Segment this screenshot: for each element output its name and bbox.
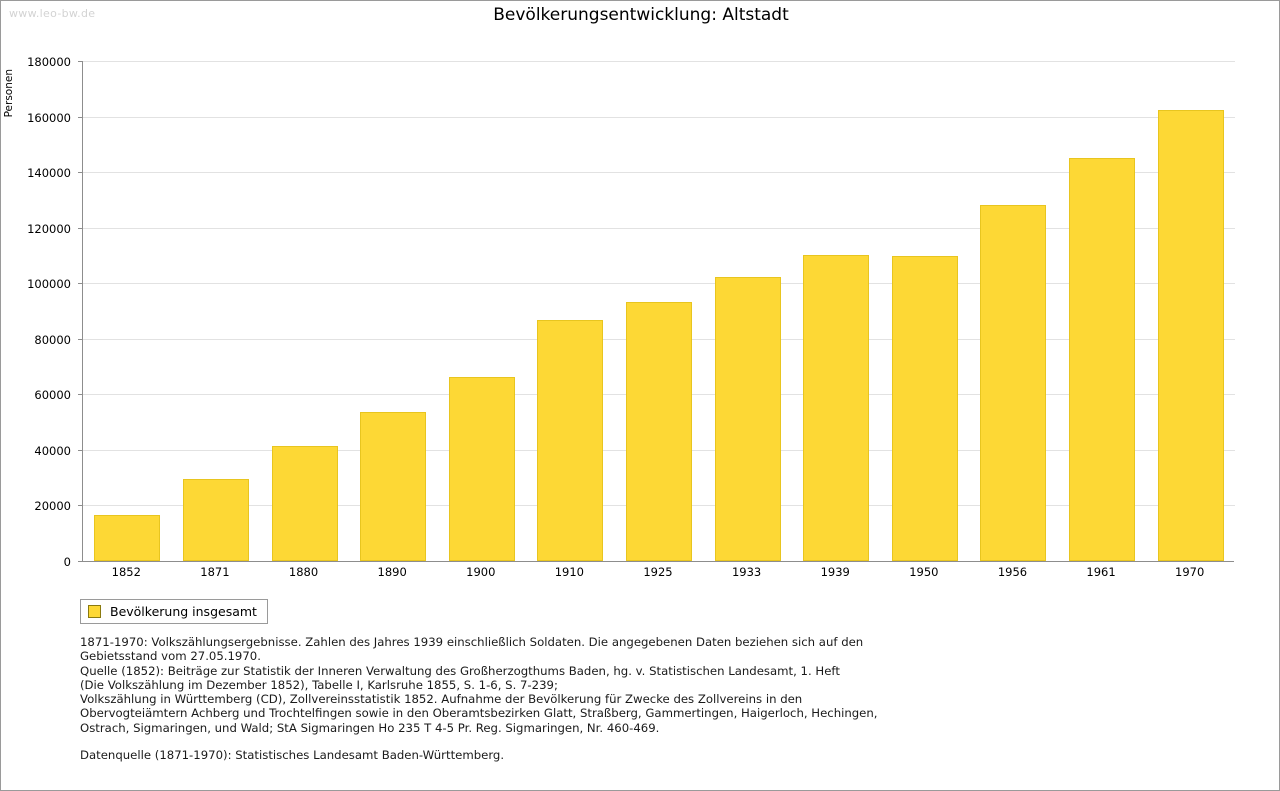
footnote-line-8: Datenquelle (1871-1970): Statistisches Landesamt Baden-Württemberg. xyxy=(80,748,505,763)
y-tick-mark xyxy=(78,117,83,118)
bar[interactable] xyxy=(626,302,692,561)
legend-swatch-icon xyxy=(88,605,101,618)
footnote-line-4: (Die Volkszählung im Dezember 1852), Tabelle I, Karlsruhe 1855, S. 1-6, S. 7-239; xyxy=(80,677,558,692)
bar[interactable] xyxy=(449,377,515,561)
bar[interactable] xyxy=(892,256,958,561)
footnote-line-5: Volkszählung in Württemberg (CD), Zollvereinsstatistik 1852. Aufnahme der Bevölkerung für Zwecke des Zollvereins in den xyxy=(80,692,803,707)
y-tick-mark xyxy=(78,228,83,229)
gridline xyxy=(83,561,1235,562)
y-tick-mark xyxy=(78,450,83,451)
bar[interactable] xyxy=(537,320,603,561)
chart-legend xyxy=(80,599,268,624)
gridline xyxy=(83,117,1235,118)
footnote-line-6: Obervogteiämtern Achberg und Trochtelfingen sowie in den Oberamtsbezirken Glatt, Straßberg, Gammertingen, Haigerloch, Hechingen, xyxy=(80,706,878,721)
x-tick-label: 1970 xyxy=(1175,565,1205,579)
x-tick-label: 1956 xyxy=(997,565,1028,579)
y-tick-label: 60000 xyxy=(34,388,71,403)
y-tick-label: 140000 xyxy=(27,166,71,181)
gridline xyxy=(83,228,1235,229)
bar[interactable] xyxy=(803,255,869,561)
plot-area xyxy=(82,62,1234,562)
y-tick-label: 20000 xyxy=(34,499,71,514)
footnote-line-7: Ostrach, Sigmaringen, und Wald; StA Sigmaringen Ho 235 T 4-5 Pr. Reg. Sigmaringen, Nr. 460-469. xyxy=(80,720,660,735)
gridline xyxy=(83,283,1235,284)
bar[interactable] xyxy=(1069,158,1135,561)
y-tick-label: 80000 xyxy=(34,332,71,347)
y-tick-mark xyxy=(78,283,83,284)
watermark: www.leo-bw.de xyxy=(9,7,96,20)
x-tick-label: 1852 xyxy=(111,565,141,579)
footnotes xyxy=(80,635,1180,762)
x-tick-label: 1961 xyxy=(1086,565,1116,579)
x-axis-tick-labels xyxy=(82,565,1234,585)
y-tick-mark xyxy=(78,61,83,62)
y-tick-label: 100000 xyxy=(27,277,71,292)
gridline xyxy=(83,172,1235,173)
x-tick-label: 1933 xyxy=(731,565,762,579)
page-title: Bevölkerungsentwicklung: Altstadt xyxy=(493,5,789,25)
footnote-line-2: Gebietsstand vom 27.05.1970. xyxy=(80,649,261,664)
bar[interactable] xyxy=(980,205,1046,561)
x-tick-label: 1880 xyxy=(288,565,319,579)
y-tick-mark xyxy=(78,172,83,173)
x-tick-label: 1871 xyxy=(200,565,230,579)
x-tick-label: 1910 xyxy=(554,565,585,579)
y-tick-mark xyxy=(78,561,83,562)
y-tick-label: 180000 xyxy=(27,55,71,69)
bar[interactable] xyxy=(1158,110,1224,561)
y-axis-tick-labels xyxy=(1,55,77,569)
y-tick-mark xyxy=(78,394,83,395)
y-tick-mark xyxy=(78,339,83,340)
bar[interactable] xyxy=(183,479,249,562)
y-tick-label: 0 xyxy=(63,555,71,569)
bar[interactable] xyxy=(272,446,338,561)
y-axis-title: Personen xyxy=(3,69,15,118)
footnote-line-3: Quelle (1852): Beiträge zur Statistik der Inneren Verwaltung des Großherzogthums Baden, hg. v. Statistischen Landesamt, 1. Heft xyxy=(80,663,840,678)
footnote-line-1: 1871-1970: Volkszählungsergebnisse. Zahlen des Jahres 1939 einschließlich Soldaten. Die angegebenen Daten beziehen sich auf den xyxy=(80,635,864,649)
y-tick-label: 40000 xyxy=(34,443,71,458)
gridline xyxy=(83,61,1235,62)
x-tick-label: 1925 xyxy=(643,565,673,579)
x-tick-label: 1950 xyxy=(909,565,939,579)
x-tick-label: 1900 xyxy=(466,565,496,579)
y-tick-label: 120000 xyxy=(27,221,71,236)
legend-item-label: Bevölkerung insgesamt xyxy=(110,604,257,619)
bar[interactable] xyxy=(94,515,160,561)
footnote-spacer xyxy=(80,735,1180,748)
bar[interactable] xyxy=(715,277,781,561)
x-tick-label: 1890 xyxy=(377,565,407,579)
y-tick-label: 160000 xyxy=(27,110,71,125)
bar[interactable] xyxy=(360,412,426,561)
y-tick-mark xyxy=(78,505,83,506)
x-tick-label: 1939 xyxy=(820,565,850,579)
